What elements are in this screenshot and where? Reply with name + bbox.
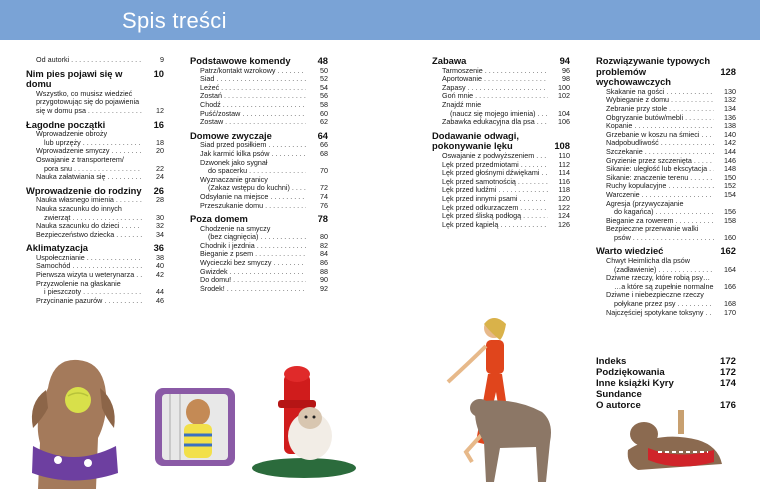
toc-entry — [596, 274, 736, 283]
entry-page: 38 — [156, 252, 164, 262]
toc-entry — [596, 182, 736, 191]
entry-page: 142 — [724, 138, 736, 148]
toc-entry — [26, 262, 164, 271]
section-title: Łagodne początki — [26, 118, 106, 130]
toc-section — [26, 56, 164, 65]
entry-page: 84 — [320, 249, 328, 259]
entry-title: Szczekanie . . . — [606, 148, 714, 157]
entry-title: lub uprzęży . . . — [44, 139, 142, 148]
entry-title: i pieszczoty . . . — [44, 288, 142, 297]
entry-page: 52 — [320, 74, 328, 84]
toc-entry — [26, 222, 164, 231]
entry-page: 66 — [320, 140, 328, 150]
toc-entry — [596, 105, 736, 114]
index-entry — [596, 356, 736, 367]
toc-entry — [26, 288, 164, 297]
toc-entry — [596, 300, 736, 309]
toc-entry — [26, 165, 164, 174]
section-title: Wprowadzenie do rodziny — [26, 184, 142, 196]
entry-page: 150 — [724, 172, 736, 182]
toc-entry — [596, 174, 736, 183]
entry-title: Jak karmić kilka psów . . . — [200, 150, 306, 159]
toc-entry — [596, 88, 736, 97]
entry-page: 130 — [724, 86, 736, 96]
section-page: 10 — [153, 67, 164, 79]
entry-page: 168 — [724, 299, 736, 309]
toc-section — [190, 56, 328, 127]
section-page: 26 — [153, 184, 164, 196]
section-heading — [432, 141, 570, 152]
entry-title: Zabawka edukacyjna dla psa . . . — [442, 118, 548, 127]
toc-entry — [596, 266, 736, 275]
entry-page: 30 — [156, 212, 164, 222]
toc-section — [26, 69, 164, 116]
entry-page: 56 — [320, 91, 328, 101]
index-title: Podziękowania — [596, 367, 665, 378]
section-page: 128 — [720, 65, 736, 77]
entry-title: Nauka załatwiania się . . . — [36, 173, 142, 182]
toc-section — [190, 214, 328, 293]
toc-entry — [190, 84, 328, 93]
section-heading — [26, 243, 164, 254]
section-page: 78 — [317, 213, 328, 225]
toc-entry — [432, 75, 570, 84]
toc-entry — [432, 118, 570, 127]
toc-entry — [432, 161, 570, 170]
section-heading — [596, 56, 736, 67]
toc-entry — [596, 148, 736, 157]
index-page: 172 — [719, 367, 736, 378]
toc-section — [190, 131, 328, 210]
toc-entry — [26, 254, 164, 263]
entry-title: (naucz się mojego imienia) . . . — [450, 110, 548, 119]
toc-entry — [432, 178, 570, 187]
entry-title: Wprowadzenie smyczy . . . — [36, 147, 142, 156]
entry-page: 114 — [558, 168, 570, 178]
section-title: Zabawa — [432, 55, 467, 66]
entry-page: 44 — [156, 287, 164, 297]
entry-page: 12 — [156, 105, 164, 115]
entry-page: 140 — [724, 129, 736, 139]
entry-title: Lęk przed ludźmi . . . — [442, 186, 548, 195]
entry-title: Żebranie przy stole . . . — [606, 105, 714, 114]
toc-entry-line: Wyznaczanie granicy — [200, 174, 268, 184]
entry-title: Sikanie: uległość lub ekscytacja . . . — [606, 165, 714, 174]
entry-page: 144 — [724, 146, 736, 156]
section-title: Warto wiedzieć — [596, 245, 664, 257]
toc-entry — [596, 122, 736, 131]
toc-entry — [190, 202, 328, 211]
toc-section — [26, 243, 164, 305]
page-title: Spis treści — [122, 8, 227, 33]
entry-title: Goń mnie . . . — [442, 92, 548, 101]
toc-entry — [190, 184, 328, 193]
toc-entry — [596, 139, 736, 148]
section-title: Nim pies pojawi się w domu — [26, 67, 123, 90]
entry-title: Kopanie . . . — [606, 122, 714, 131]
entry-page: 118 — [558, 185, 570, 195]
entry-page: 32 — [156, 221, 164, 231]
toc-entry-line: Wprowadzenie obroży — [36, 129, 108, 139]
section-heading — [26, 69, 164, 90]
entry-page: 68 — [320, 148, 328, 158]
entry-page: 22 — [156, 163, 164, 173]
section-page: 48 — [317, 55, 328, 66]
entry-title: …a które są zupełnie normalne . . . — [614, 283, 714, 292]
toc-entry — [432, 84, 570, 93]
entry-title: Środek! . . . — [200, 285, 306, 294]
entry-page: 98 — [562, 74, 570, 84]
toc-entry — [432, 169, 570, 178]
entry-page: 54 — [320, 82, 328, 92]
entry-page: 34 — [156, 229, 164, 239]
entry-title: Dziwne rzeczy, które robią psy… — [606, 274, 711, 283]
toc-entry — [190, 110, 328, 119]
toc-entry-line: Dzwonek jako sygnał — [200, 157, 268, 167]
section-page: 16 — [153, 118, 164, 130]
entry-title: Zostań . . . — [200, 92, 306, 101]
toc-entry-line: Chodzenie na smyczy — [200, 223, 271, 233]
entry-title: Puść/zostaw . . . — [200, 110, 306, 119]
entry-title: Grzebanie w koszu na śmieci . . . — [606, 131, 714, 140]
entry-page: 138 — [724, 121, 736, 131]
section-heading — [190, 131, 328, 142]
toc-entry — [596, 157, 736, 166]
section-title: Domowe zwyczaje — [190, 129, 272, 141]
entry-page: 18 — [156, 137, 164, 147]
toc-entry — [190, 268, 328, 277]
entry-page: 80 — [320, 232, 328, 242]
entry-title: do kagańca) . . . — [614, 208, 714, 217]
entry-title: Nauka własnego imienia . . . — [36, 196, 142, 205]
toc-entry — [432, 195, 570, 204]
toc-entry — [596, 96, 736, 105]
index-page: 172 — [719, 356, 736, 367]
index-page: 176 — [719, 400, 736, 411]
entry-page: 102 — [558, 91, 570, 101]
entry-page: 88 — [320, 266, 328, 276]
entry-title: (Zakaz wstępu do kuchni) . . . — [208, 184, 306, 193]
toc-entry-line: Dziwne i niebezpieczne rzeczy — [606, 290, 704, 300]
toc-entry — [432, 204, 570, 213]
index-title: Inne książki Kyry Sundance — [596, 378, 674, 400]
entry-page: 90 — [320, 275, 328, 285]
toc-entry — [596, 208, 736, 217]
toc-entry-line: Bezpieczne przerwanie walki — [606, 224, 699, 234]
entry-title: Bezpieczeństwo dziecka . . . — [36, 231, 142, 240]
section-heading — [432, 56, 570, 67]
toc-entry — [190, 242, 328, 251]
toc-entry-line: Chwyt Heimlicha dla psów — [606, 256, 690, 266]
entry-page: 72 — [320, 183, 328, 193]
entry-page: 134 — [724, 103, 736, 113]
section-title: Poza domem — [190, 213, 248, 225]
toc-entry — [26, 214, 164, 223]
entry-title: Samochód . . . — [36, 262, 142, 271]
entry-title: Lęk przed przedmiotami . . . — [442, 161, 548, 170]
entry-title: Przycinanie pazurów . . . — [36, 297, 142, 306]
entry-page: 156 — [724, 207, 736, 217]
entry-page: 82 — [320, 240, 328, 250]
entry-title: Siad . . . — [200, 75, 306, 84]
toc-column-1 — [26, 56, 164, 305]
entry-title: Gryzienie przez szczenięta . . . — [606, 157, 714, 166]
entry-title: Aportowanie . . . — [442, 75, 548, 84]
entry-title: Chodź . . . — [200, 101, 306, 110]
entry-title: się w domu psa . . . — [36, 107, 142, 116]
entry-page: 104 — [558, 108, 570, 118]
toc-entry-line: przygotowując się do pojawienia — [36, 97, 140, 107]
toc-column-3 — [432, 56, 570, 229]
entry-title: Do domu! . . . — [200, 276, 306, 285]
entry-page: 116 — [558, 176, 570, 186]
entry-title: Zapasy . . . — [442, 84, 548, 93]
entry-title: Lęk przed śliską podłogą . . . — [442, 212, 548, 221]
toc-entry — [432, 110, 570, 119]
entry-page: 170 — [724, 307, 736, 317]
entry-page: 86 — [320, 258, 328, 268]
entry-page: 60 — [320, 108, 328, 118]
entry-page: 164 — [724, 264, 736, 274]
entry-title: Oswajanie z podwyższeniem . . . — [442, 152, 548, 161]
entry-page: 112 — [558, 159, 570, 169]
toc-entry — [596, 165, 736, 174]
toc-entry — [190, 285, 328, 294]
section-title: Aklimatyzacja — [26, 242, 89, 254]
section-page: 64 — [317, 129, 328, 141]
entry-title: Wycieczki bez smyczy . . . — [200, 259, 306, 268]
entry-page: 40 — [156, 261, 164, 271]
toc-entry — [26, 173, 164, 182]
entry-page: 24 — [156, 172, 164, 182]
toc-entry — [432, 152, 570, 161]
entry-title: Patrz/kontakt wzrokowy . . . — [200, 67, 306, 76]
entry-title: Nauka szacunku do dzieci . . . — [36, 222, 142, 231]
section-title: pokonywanie lęku — [432, 140, 513, 152]
dog-with-toy-illustration — [618, 390, 728, 480]
entry-page: 124 — [558, 211, 570, 221]
toc-entry — [190, 259, 328, 268]
entry-title: Zostaw . . . — [200, 118, 306, 127]
entry-page: 154 — [724, 189, 736, 199]
toc-section — [596, 246, 736, 317]
entry-page: 160 — [724, 232, 736, 242]
toc-entry — [190, 67, 328, 76]
section-title: Rozwiązywanie typowych — [596, 55, 711, 66]
entry-title: Gwizdek . . . — [200, 268, 306, 277]
entry-page: 126 — [558, 219, 570, 229]
entry-page: 42 — [156, 270, 164, 280]
entry-title: Tarmoszenie . . . — [442, 67, 548, 76]
entry-title: Lęk przed innymi psami . . . — [442, 195, 548, 204]
entry-title: (zadławienie) . . . — [614, 266, 714, 275]
section-heading — [26, 186, 164, 197]
entry-title: Przeszukanie domu . . . — [200, 202, 306, 211]
index-title: Indeks — [596, 356, 627, 367]
entry-title: Wybieganie z domu . . . — [606, 96, 714, 105]
toc-entry — [432, 212, 570, 221]
entry-title: Lęk przed odkurzaczem . . . — [442, 204, 548, 213]
entry-title: połykane przez psy . . . — [614, 300, 714, 309]
toc-entry — [596, 309, 736, 318]
entry-title: Uspołecznianie . . . — [36, 254, 142, 263]
entry-page: 152 — [724, 181, 736, 191]
entry-page: 74 — [320, 191, 328, 201]
entry-title: Bieganie z psem . . . — [200, 250, 306, 259]
dog-in-carrier-illustration — [150, 380, 245, 475]
toc-entry — [432, 186, 570, 195]
entry-title: zwierząt . . . — [44, 214, 142, 223]
entry-page: 50 — [320, 65, 328, 75]
entry-page: 166 — [724, 281, 736, 291]
toc-entry — [190, 276, 328, 285]
entry-title: Najczęściej spotykane toksyny . . . — [606, 309, 714, 318]
toc-entry — [26, 297, 164, 306]
toc-entry — [26, 107, 164, 116]
entry-page: 148 — [724, 164, 736, 174]
index-entry — [596, 367, 736, 378]
index-page: 174 — [719, 378, 736, 389]
toc-entry — [596, 114, 736, 123]
entry-title: Od autorki . . . — [36, 56, 142, 65]
section-title: Podstawowe komendy — [190, 55, 291, 66]
toc-entry — [596, 131, 736, 140]
entry-page: 28 — [156, 195, 164, 205]
entry-title: Siad przed posiłkiem . . . — [200, 141, 306, 150]
entry-page: 100 — [558, 82, 570, 92]
entry-title: (bez ciągnięcia) . . . — [208, 233, 306, 242]
entry-page: 122 — [558, 202, 570, 212]
header-banner — [0, 0, 760, 40]
section-title: Dodawanie odwagi, — [432, 129, 519, 141]
entry-title: Odsyłanie na miejsce . . . — [200, 193, 306, 202]
entry-title: Chodnik i jezdnia . . . — [200, 242, 306, 251]
toc-entry — [190, 233, 328, 242]
entry-title: Skakanie na gości . . . — [606, 88, 714, 97]
entry-page: 96 — [562, 65, 570, 75]
entry-page: 70 — [320, 166, 328, 176]
toc-entry — [26, 56, 164, 65]
entry-title: Leżeć . . . — [200, 84, 306, 93]
entry-page: 9 — [160, 55, 164, 64]
toc-section — [432, 56, 570, 127]
toc-entry — [432, 221, 570, 230]
woman-walking-dog-illustration — [442, 312, 572, 489]
entry-title: pora snu . . . — [44, 165, 142, 174]
toc-entry — [190, 75, 328, 84]
toc-entry-line: Oswajanie z transporterem/ — [36, 154, 124, 164]
toc-entry — [596, 234, 736, 243]
hydrant-and-dog-illustration — [244, 362, 356, 482]
toc-section — [26, 120, 164, 182]
toc-entry — [190, 250, 328, 259]
entry-title: Sikanie: znaczenie terenu . . . — [606, 174, 714, 183]
toc-section — [596, 67, 736, 243]
entry-title: Bieganie za rowerem . . . — [606, 217, 714, 226]
entry-page: 76 — [320, 200, 328, 210]
toc-entry — [190, 101, 328, 110]
entry-page: 20 — [156, 146, 164, 156]
entry-page: 158 — [724, 215, 736, 225]
toc-section — [596, 56, 736, 67]
toc-entry — [190, 92, 328, 101]
section-page: 94 — [559, 55, 570, 66]
entry-title: do spacerku . . . — [208, 167, 306, 176]
entry-title: Pierwsza wizyta u weterynarza . . . — [36, 271, 142, 280]
toc-entry-line: Agresja (przywyczajanie — [606, 198, 684, 208]
section-page: 162 — [720, 245, 736, 257]
section-page — [714, 56, 736, 67]
entry-page: 146 — [724, 155, 736, 165]
entry-page: 110 — [558, 150, 570, 160]
section-heading — [190, 56, 328, 67]
section-page: 36 — [153, 242, 164, 254]
entry-page: 106 — [558, 117, 570, 127]
toc-entry-line: Znajdź mnie — [442, 99, 482, 109]
entry-title: Warczenie . . . — [606, 191, 714, 200]
toc-column-2 — [190, 56, 328, 293]
entry-title: Nadpobudliwość . . . — [606, 139, 714, 148]
entry-page: 58 — [320, 99, 328, 109]
entry-title: Lęk przed kąpielą . . . — [442, 221, 548, 230]
toc-entry — [190, 118, 328, 127]
toc-entry-line: Przyzwolenie na głaskanie — [36, 278, 121, 288]
entry-title: Obgryzanie butów/mebli . . . — [606, 114, 714, 123]
dog-with-ball-illustration — [18, 348, 128, 489]
index-title: O autorce — [596, 400, 641, 411]
toc-entry — [190, 141, 328, 150]
toc-section — [26, 186, 164, 240]
entry-title: Lęk przed samotnością . . . — [442, 178, 548, 187]
entry-page: 132 — [724, 95, 736, 105]
entry-title: Ruchy kopulacyjne . . . — [606, 182, 714, 191]
toc-entry-line: Wszystko, co musisz wiedzieć — [36, 88, 133, 98]
toc-entry — [190, 193, 328, 202]
toc-entry — [432, 67, 570, 76]
section-title: problemów wychowawczych — [596, 65, 672, 88]
entry-page: 62 — [320, 117, 328, 127]
section-heading — [596, 67, 736, 88]
entry-page: 92 — [320, 283, 328, 293]
entry-title: psów . . . — [614, 234, 714, 243]
toc-entry — [26, 139, 164, 148]
entry-page: 136 — [724, 112, 736, 122]
toc-entry-line: Nauka szacunku do innych — [36, 203, 122, 213]
toc-entry — [26, 231, 164, 240]
section-page: 108 — [554, 140, 570, 152]
toc-section — [432, 141, 570, 229]
entry-page: 120 — [558, 193, 570, 203]
entry-title: Lęk przed głośnymi dźwiękami . . . — [442, 169, 548, 178]
toc-column-4 — [596, 56, 736, 317]
entry-page: 46 — [156, 295, 164, 305]
